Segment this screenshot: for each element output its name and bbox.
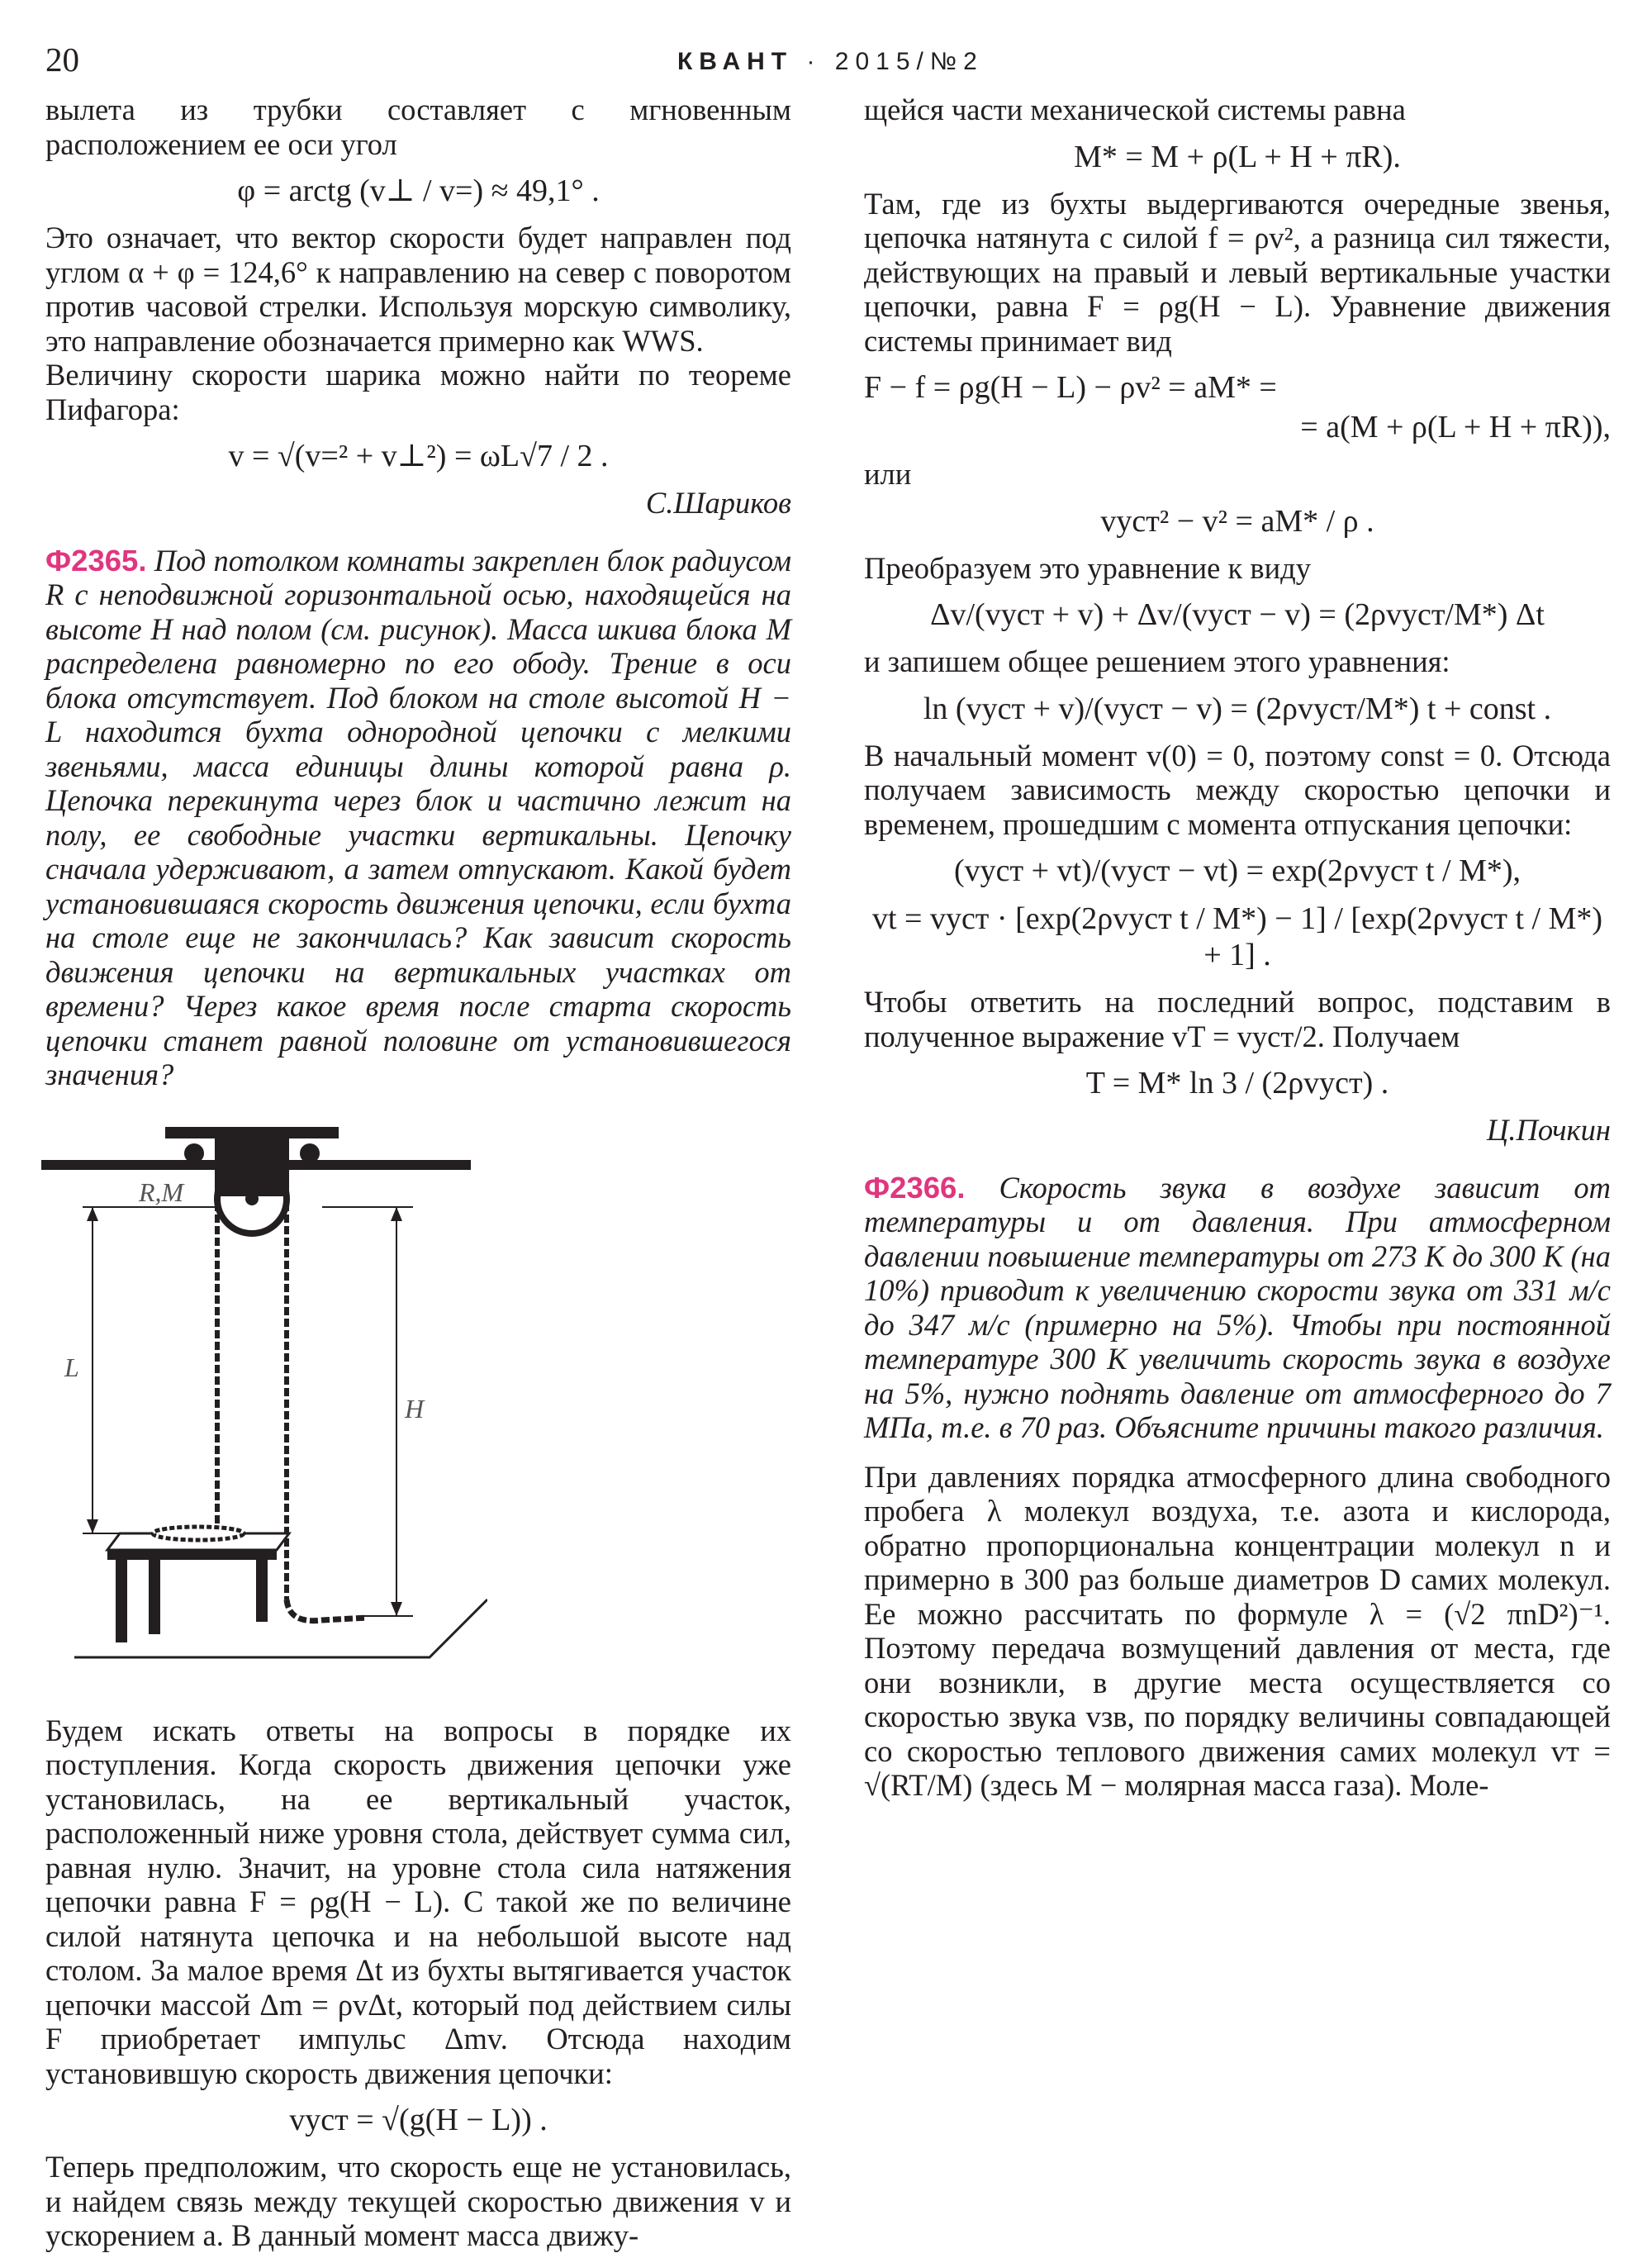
paragraph: Теперь предположим, что скорость еще не установилась, и найдем связь между текущей скоростью движения v и ускорением a. В данный момент масса движу- (45, 2150, 791, 2252)
paragraph: В начальный момент v(0) = 0, поэтому const = 0. Отсюда получаем зависимость между скоростью цепочки и временем, прошедшим с момента отпускания цепочки: (864, 738, 1611, 841)
equation-transformed: Δv/(vуст + v) + Δv/(vуст − v) = (2ρvуст/M*) Δt (930, 597, 1545, 632)
equation-mass: M* = M + ρ(L + H + πR). (1074, 139, 1401, 174)
paragraph: Там, где из бухты выдергиваются очередные звенья, цепочка натянута с силой f = ρv², а разница сил тяжести, действующих на правый и левый вертикальные участки цепочки, равна F = ρg(H − L). Уравнение движения системы принимает вид (864, 186, 1611, 358)
ceiling-mount (165, 1127, 339, 1138)
label-RM: R,M (139, 1176, 184, 1207)
author-signature: Ц.Почкин (1487, 1113, 1611, 1147)
paragraph: Чтобы ответить на последний вопрос, подставим в полученное выражение vT = vуст/2. Получаем (864, 985, 1611, 1053)
equation-log: ln (vуст + v)/(vуст − v) = (2ρvуст/M*) t + const . (923, 691, 1552, 726)
paragraph: Величину скорости шарика можно найти по теореме Пифагора: (45, 358, 791, 426)
author-signature: С.Шариков (645, 486, 791, 520)
equation-vust: vуст = √(g(H − L)) . (289, 2103, 548, 2137)
paragraph: вылета из трубки составляет с мгновенным расположением ее оси угол (45, 93, 791, 161)
problem-text: Под потолком комнаты закреплен блок радиусом R с неподвижной горизонтальной осью, находящейся на высоте H над полом (см. рисунок). Масса шкива блока M распределена равномерно по его ободу. Трение в оси блока отсутствует. Под блоком на столе высотой H − L находится бухта однородной цепочки с мелкими звеньями, масса единицы длины которой равна ρ. Цепочка перекинута через блок и частично лежит на полу, ее свободные участки вертикальны. Цепочку сначала удерживают, а затем отпускают. Какой будет установившаяся скорость движения цепочки, если бухта на столе еще не закончилась? Как зависит скорость движения цепочки на вертикальных участках от времени? Через какое время после старта скорость цепочки станет равной половине от установившегося значения? (45, 543, 791, 1091)
figure-block (45, 1096, 791, 1699)
problem-f2365 (45, 544, 791, 1092)
problem-label: Ф2365. (45, 543, 147, 578)
label-H: H (405, 1393, 425, 1424)
paragraph: При давлениях порядка атмосферного длина свободного пробега λ молекул воздуха, т.е. азота и кислорода, обратно пропорциональна концентрации молекул n и примерно в 300 раз больше диаметров D самих молекул. Ее можно рассчитать по формуле λ = (√2 πnD²)⁻¹. Поэтому передача возмущений давления от места, где они возникли, в другие места осуществляется со скоростью звука vзв, по порядку величины совпадающей со скоростью теплового движения самих молекул vт = √(RT/M) (здесь M − молярная масса газа). Моле- (864, 1459, 1611, 1802)
bolt-right (300, 1143, 320, 1163)
table-leg (149, 1560, 160, 1634)
right-column (864, 93, 1611, 1803)
paragraph: или (864, 457, 912, 491)
equation-motion-b: = a(M + ρ(L + H + πR)), (1300, 410, 1611, 444)
equation-angle: φ = arctg (v⊥ / v=) ≈ 49,1° . (237, 173, 600, 208)
label-L: L (64, 1352, 79, 1382)
paragraph: Преобразуем это уравнение к виду (864, 550, 1311, 585)
page-header (0, 40, 1652, 89)
floor-line (74, 1599, 487, 1657)
left-column (45, 93, 791, 2253)
paragraph: щейся части механической системы равна (864, 93, 1406, 126)
paragraph: и запишем общее решением этого уравнения: (864, 644, 1450, 678)
equation-or: vуст² − v² = aM* / ρ . (1100, 503, 1374, 539)
journal-name: КВАНТ (677, 48, 794, 75)
pulley-axle (245, 1192, 259, 1205)
problem-text: Скорость звука в воздухе зависит от температуры и от давления. При атмосферном давлении повышение температуры от 273 К до 300 К (на 10%) приводит к увеличению скорости звука от 331 м/с до 347 м/с (примерно на 5%). Чтобы при постоянной температуре 300 К увеличить скорость звука в воздухе на 5%, нужно поднять давление от атмосферного до 7 МПа, т.е. в 70 раз. Объясните причины такого различия. (864, 1170, 1611, 1444)
page-number: 20 (45, 40, 79, 78)
problem-f2366 (864, 1171, 1611, 1445)
equation-T: T = M* ln 3 / (2ρvуст) . (1085, 1066, 1389, 1100)
equation-exp: (vуст + vt)/(vуст − vt) = exp(2ρvуст t / M*), (953, 853, 1521, 888)
chain-coil (153, 1527, 244, 1540)
pulley-chain-figure (41, 1062, 487, 1666)
table-leg (116, 1560, 127, 1642)
chain-floor (287, 1599, 368, 1621)
bolt-left (184, 1143, 204, 1163)
equation-vt: vt = vуст · [exp(2ρvуст t / M*) − 1] / [exp(2ρvуст t / M*) + 1] . (871, 901, 1603, 972)
equation-motion-a: F − f = ρg(H − L) − ρv² = aM* = (864, 370, 1277, 405)
equation-speed: v = √(v=² + v⊥²) = ωL√7 / 2 . (228, 439, 609, 473)
journal-issue: · 2015/№2 (806, 48, 984, 75)
paragraph: Это означает, что вектор скорости будет направлен под углом α + φ = 124,6° к направлению на север с поворотом против часовой стрелки. Используя морскую символику, это направление обозначается примерно как WWS. (45, 221, 791, 358)
table-leg (256, 1560, 268, 1622)
paragraph: Будем искать ответы на вопросы в порядке их поступления. Когда скорость движения цепочки уже установилась, на ее вертикальный участок, расположенный ниже уровня стола, действует сумма сил, равная нулю. Значит, на уровне стола сила натяжения цепочки равна F = ρg(H − L). С такой же по величине силой натянута цепочка и на небольшой высоте над столом. За малое время Δt из бухты вытягивается участок цепочки массой Δm = ρvΔt, который под действием силы F приобретает импульс Δmv. Отсюда находим установившую скорость движения цепочки: (45, 1713, 791, 2090)
journal-title (677, 48, 984, 76)
problem-label: Ф2366. (864, 1170, 966, 1205)
